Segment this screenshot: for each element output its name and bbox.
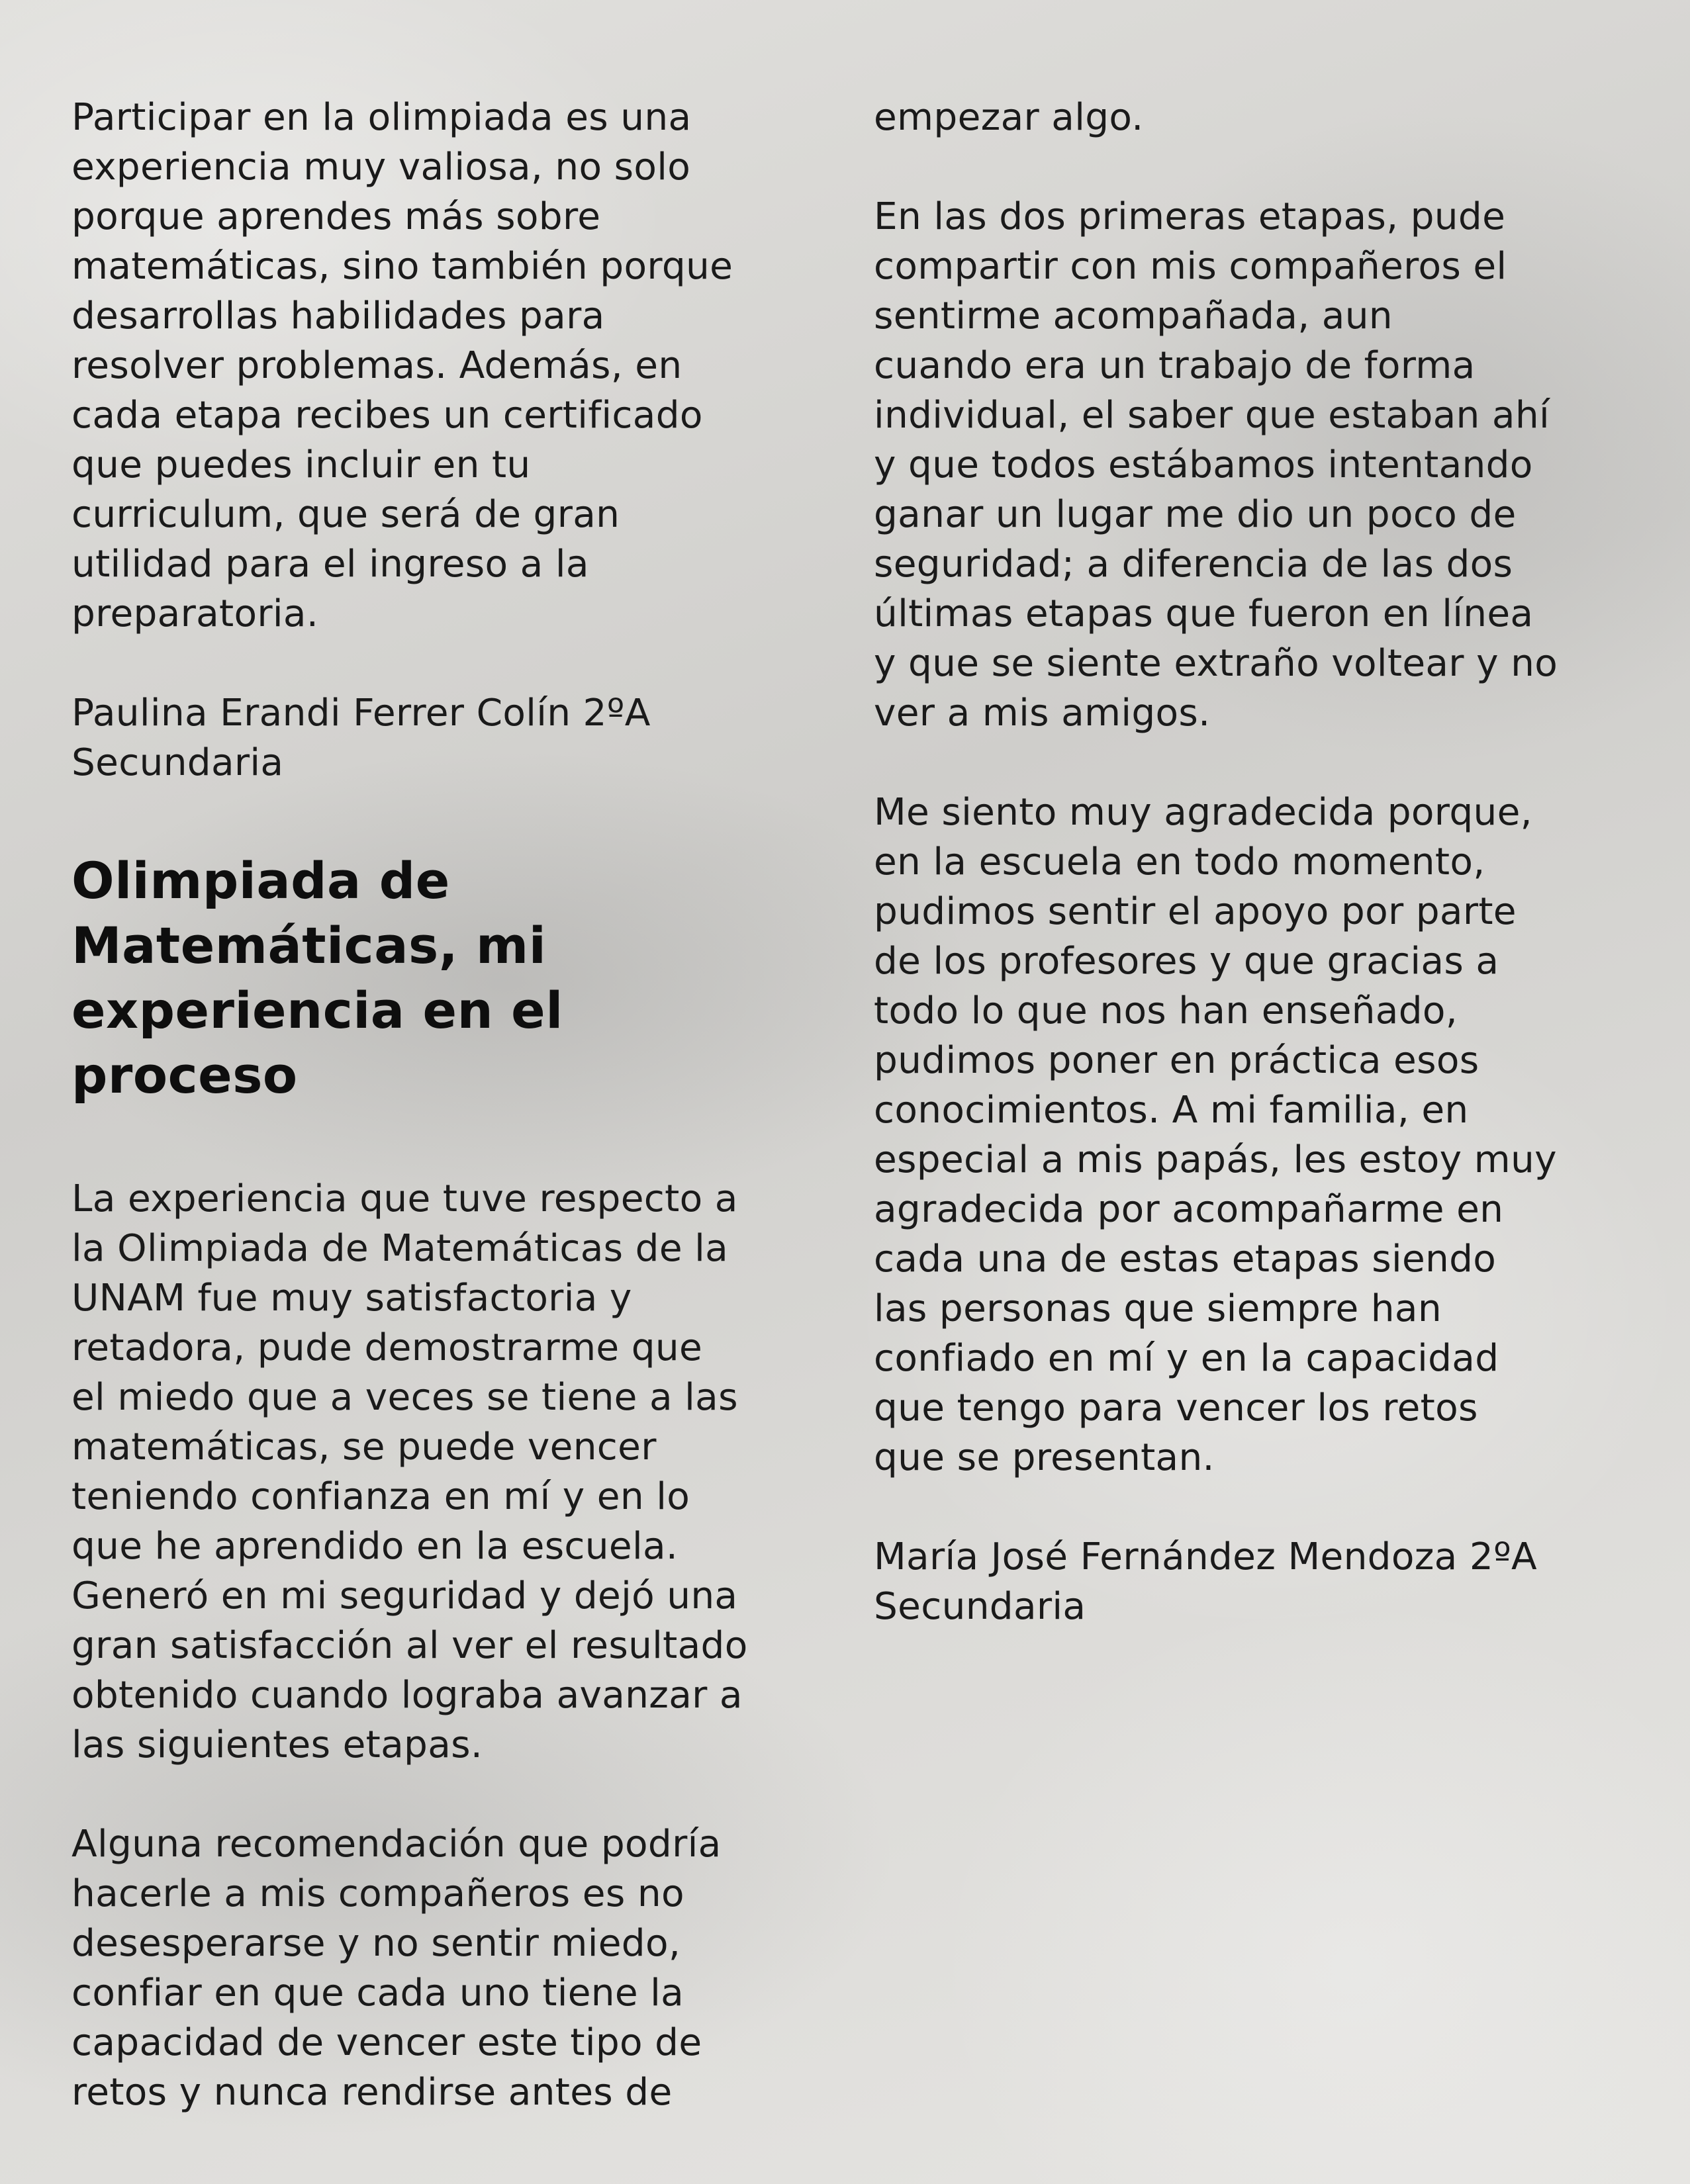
left-column [71, 93, 833, 2117]
paragraph-recommendation: Alguna recomendación que podría hacerle a mis compañeros es no desesperarse y no sentir miedo, confiar en que cada uno tiene la capacidad de vencer este tipo de retos y nunca rendirse antes de [71, 1823, 722, 2114]
paragraph-experience: La experiencia que tuve respecto a la Olimpiada de Matemáticas de la UNAM fue muy satisfactoria y retadora, pude demostrarme que el miedo que a veces se tiene a las matemáticas, se puede vencer teniendo confianza en mí y en lo que he aprendido en la escuela. Generó en mi seguridad y dejó una gran satisfacción al ver el resultado obtenido cuando lograba avanzar a las siguientes etapas. [71, 1177, 748, 1766]
article-heading: Olimpiada de Matemáticas, mi experiencia en el proceso [71, 851, 563, 1105]
right-column [874, 93, 1668, 1631]
paragraph-gratitude: Me siento muy agradecida porque, en la escuela en todo momento, pudimos sentir el apoyo por parte de los profesores y que gracias a todo lo que nos han enseñado, pudimos poner en práctica esos conocimientos. A mi familia, en especial a mis papás, les estoy muy agradecida por acompañarme en cada una de estas etapas siendo las personas que siempre han confiado en mí y en la capacidad que tengo para vencer los retos que se presentan. [874, 791, 1557, 1479]
paragraph-first-stages: En las dos primeras etapas, pude compartir con mis compañeros el sentirme acompañada, aun cuando era un trabajo de forma individual, el saber que estaban ahí y que todos estábamos intentando ganar un lugar me dio un poco de seguridad; a diferencia de las dos últimas etapas que fueron en línea y que se siente extraño voltear y no ver a mis amigos. [874, 195, 1558, 735]
author-signature-paulina: Paulina Erandi Ferrer Colín 2ºA Secundaria [71, 692, 651, 784]
author-signature-maria-jose: María José Fernández Mendoza 2ºA Secundaria [874, 1535, 1537, 1628]
paragraph-olympiad-value: Participar en la olimpiada es una experiencia muy valiosa, no solo porque aprendes más sobre matemáticas, sino también porque desarrollas habilidades para resolver problemas. Además, en cada etapa recibes un certificado que puedes incluir en tu curriculum, que será de gran utilidad para el ingreso a la preparatoria. [71, 96, 733, 635]
paragraph-recommendation-continued: empezar algo. [874, 96, 1144, 139]
